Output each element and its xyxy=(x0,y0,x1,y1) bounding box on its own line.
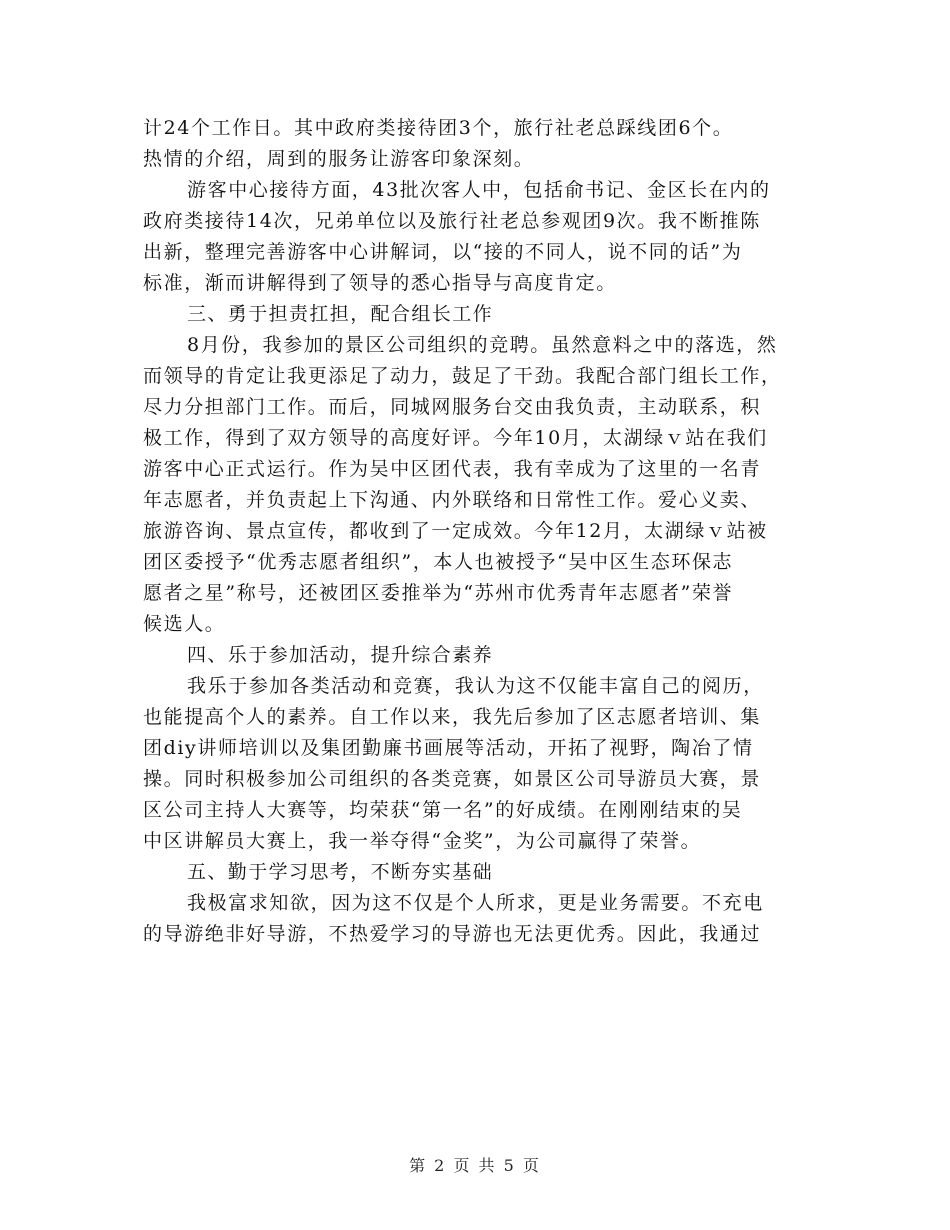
paragraph-line: 我乐于参加各类活动和竞赛，我认为这不仅能丰富自己的阅历， xyxy=(187,675,764,697)
paragraph-line: 计24个工作日。其中政府类接待团3个，旅行社老总踩线团6个。 xyxy=(143,117,734,139)
paragraph-line: 我极富求知欲，因为这不仅是个人所求，更是业务需要。不充电 xyxy=(187,892,764,914)
paragraph-line: 也能提高个人的素养。自工作以来，我先后参加了区志愿者培训、集 xyxy=(143,706,762,728)
section-heading-3: 三、勇于担责扛担，配合组长工作 xyxy=(187,303,494,325)
paragraph-line: 团区委授予“优秀志愿者组织”，本人也被授予“吴中区生态环保志 xyxy=(143,551,734,573)
paragraph-line: 8月份，我参加的景区公司组织的竞聘。虽然意料之中的落选，然 xyxy=(187,334,778,356)
paragraph-line: 而领导的肯定让我更添足了动力，鼓足了干劲。我配合部门组长工作， xyxy=(143,365,782,387)
paragraph-line: 旅游咨询、景点宣传，都收到了一定成效。今年12月，太湖绿ｖ站被 xyxy=(143,520,768,542)
section-heading-5: 五、勤于学习思考，不断夯实基础 xyxy=(187,861,494,883)
paragraph-line: 游客中心正式运行。作为吴中区团代表，我有幸成为了这里的一名青 xyxy=(143,458,762,480)
section-heading-4: 四、乐于参加活动，提升综合素养 xyxy=(187,644,494,666)
paragraph-line: 愿者之星”称号，还被团区委推举为“苏州市优秀青年志愿者”荣誉 xyxy=(143,582,734,604)
paragraph-line: 的导游绝非好导游，不热爱学习的导游也无法更优秀。因此，我通过 xyxy=(143,923,762,945)
paragraph-line: 候选人。 xyxy=(143,613,226,635)
paragraph-line: 年志愿者，并负责起上下沟通、内外联络和日常性工作。爱心义卖、 xyxy=(143,489,762,511)
paragraph-line: 游客中心接待方面，43批次客人中，包括俞书记、金区长在内的 xyxy=(187,179,771,201)
paragraph-line: 出新，整理完善游客中心讲解词，以“接的不同人，说不同的话”为 xyxy=(143,241,743,263)
paragraph-line: 操。同时积极参加公司组织的各类竞赛，如景区公司导游员大赛，景 xyxy=(143,768,762,790)
paragraph-line: 区公司主持人大赛等，均荣获“第一名”的好成绩。在刚刚结束的吴 xyxy=(143,799,743,821)
paragraph-line: 尽力分担部门工作。而后，同城网服务台交由我负责，主动联系，积 xyxy=(143,396,762,418)
paragraph-line: 中区讲解员大赛上，我一举夺得“金奖”，为公司赢得了荣誉。 xyxy=(143,830,702,852)
paragraph-line: 标准，渐而讲解得到了领导的悉心指导与高度肯定。 xyxy=(143,272,617,294)
paragraph-line: 极工作，得到了双方领导的高度好评。今年10月，太湖绿ｖ站在我们 xyxy=(143,427,768,449)
page-number-footer: 第 2 页 共 5 页 xyxy=(409,1156,541,1175)
paragraph-line: 政府类接待14次，兄弟单位以及旅行社老总参观团9次。我不断推陈 xyxy=(143,210,761,232)
paragraph-line: 团diy讲师培训以及集团勤廉书画展等活动，开拓了视野，陶冶了情 xyxy=(143,737,754,759)
paragraph-line: 热情的介绍，周到的服务让游客印象深刻。 xyxy=(143,148,535,170)
